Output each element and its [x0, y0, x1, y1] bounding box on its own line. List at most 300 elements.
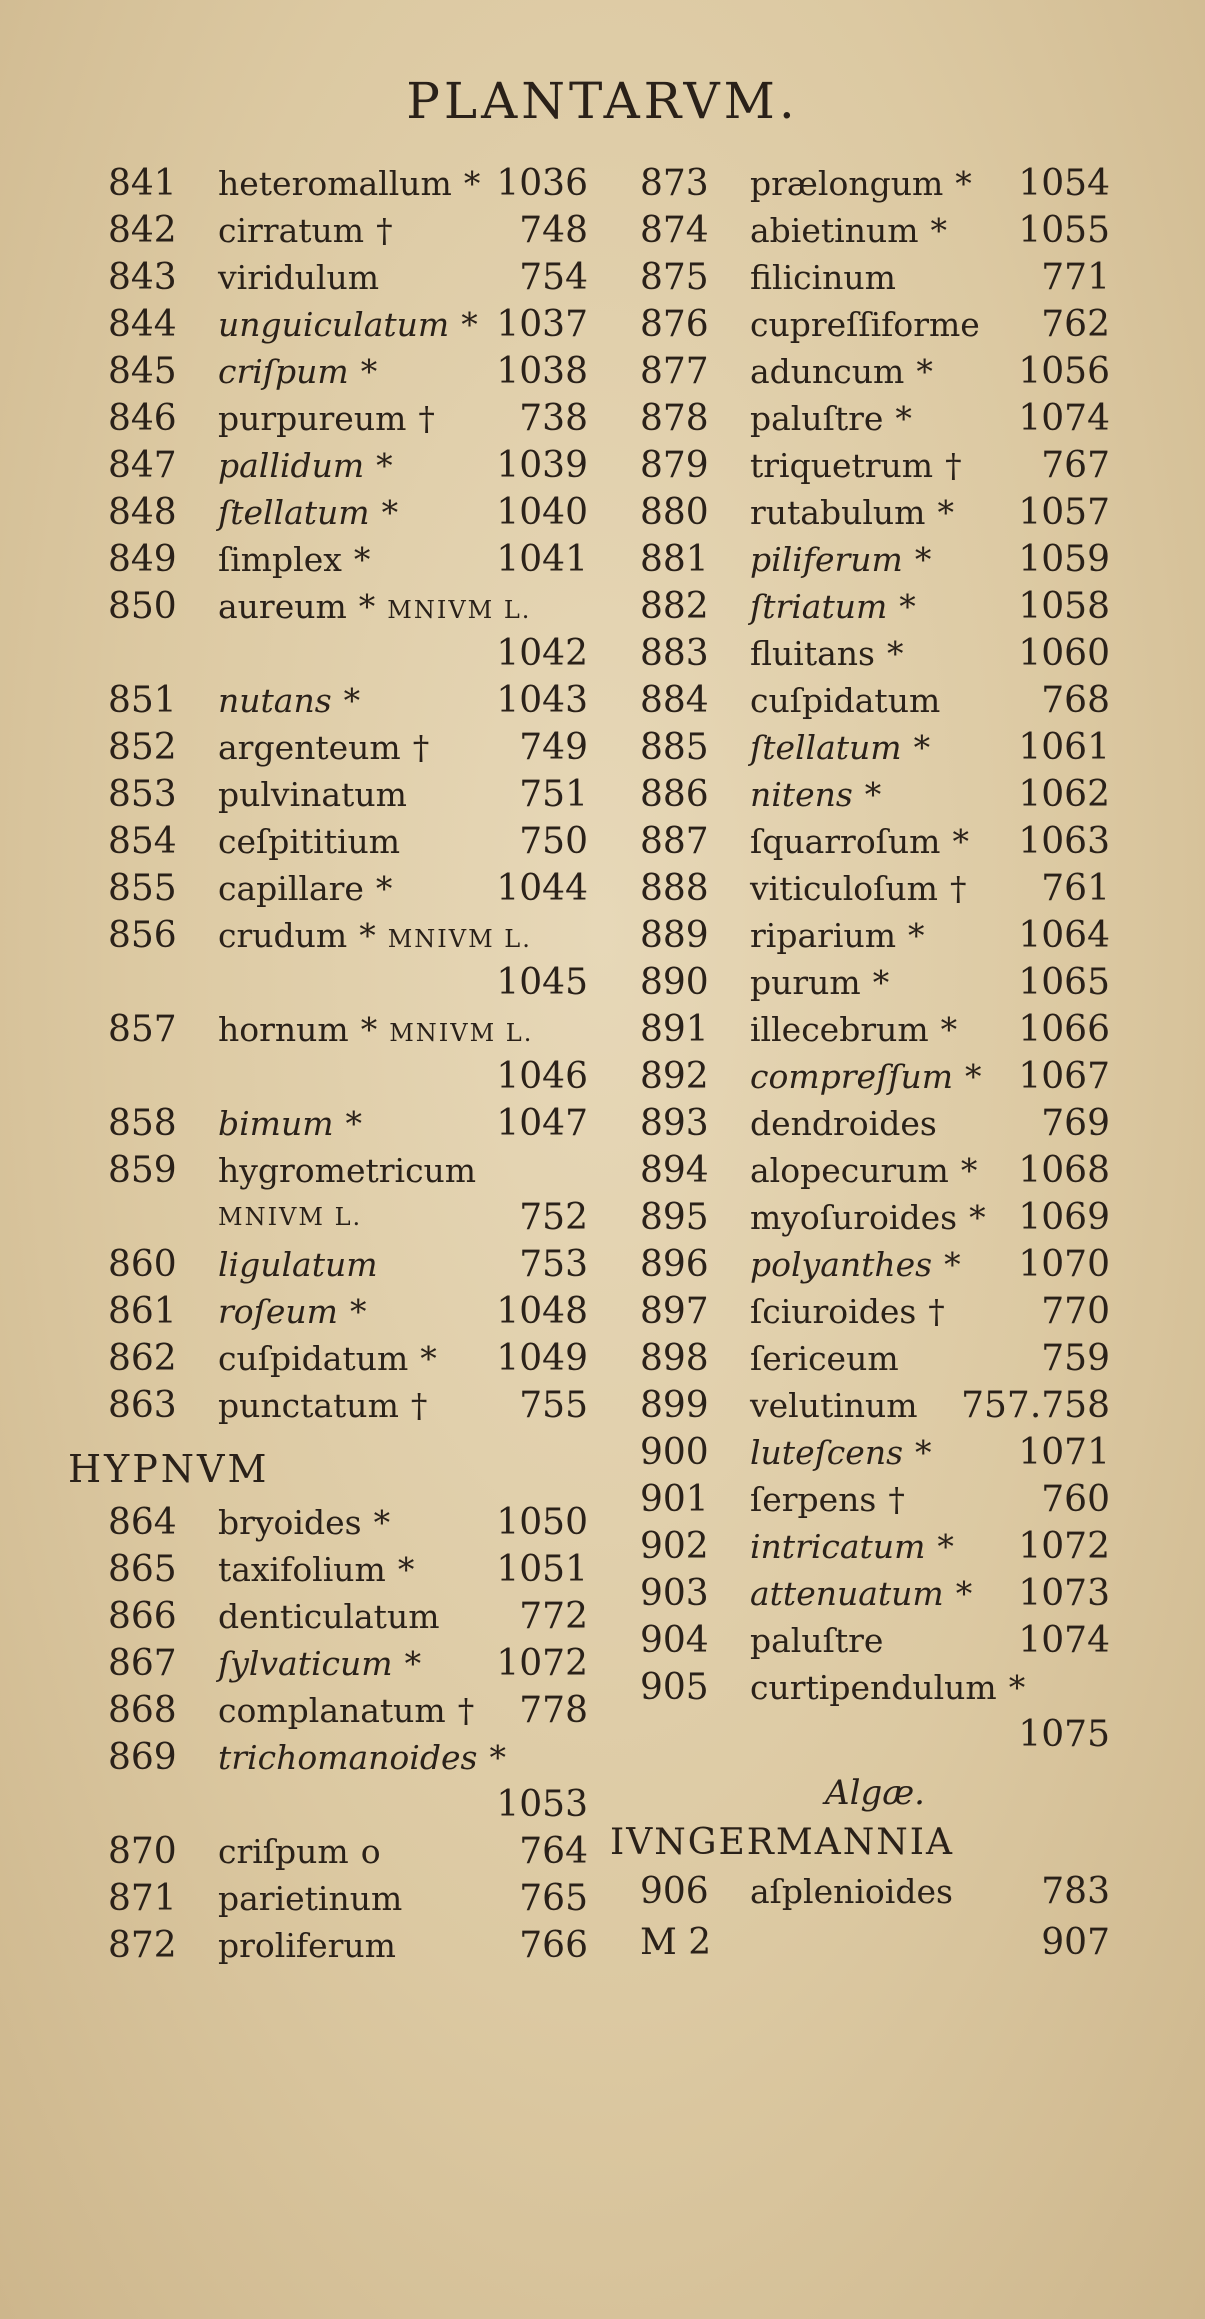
- entry-row: [640, 818, 1110, 865]
- entry-number: 847: [108, 445, 177, 486]
- entry-page-ref: 1072: [1018, 1526, 1110, 1567]
- entry-number: 841: [108, 163, 177, 204]
- entry-species-name: fluitans: [750, 634, 875, 673]
- entry-name-wrap: [218, 771, 407, 818]
- entry-page-ref: 1074: [1018, 1620, 1110, 1661]
- entry-name-wrap: [750, 395, 912, 442]
- right-column: [610, 160, 1110, 1970]
- entry-page-ref: 1044: [496, 868, 588, 909]
- entry-mark: *: [955, 164, 972, 203]
- left-column: [68, 160, 588, 1969]
- entry-species-name: ſimplex: [218, 540, 342, 579]
- entry-row: [108, 395, 588, 442]
- entry-mark: *: [463, 164, 481, 203]
- entry-species-name: aſplenioides: [750, 1872, 953, 1911]
- entry-name-wrap: [218, 1147, 476, 1194]
- entry-number: 893: [640, 1103, 709, 1144]
- entry-species-name: ſtellatum: [218, 493, 370, 532]
- entry-species-name: intricatum: [750, 1527, 926, 1566]
- entry-species-name: taxifolium: [218, 1550, 386, 1589]
- entry-mark: †: [888, 1480, 905, 1519]
- entry-page-ref: 1059: [1018, 539, 1110, 580]
- entry-number: 881: [640, 539, 709, 580]
- entry-page-ref: 1063: [1018, 821, 1110, 862]
- entry-number: 865: [108, 1549, 177, 1590]
- entry-continuation: [108, 959, 588, 1006]
- entry-page-ref: 751: [519, 774, 588, 815]
- entry-name-wrap: [218, 160, 480, 207]
- entry-row: [640, 1335, 1110, 1382]
- entry-mark: †: [949, 869, 967, 908]
- entry-row: [108, 348, 588, 395]
- entry-mark: *: [872, 963, 890, 1002]
- entry-row: [640, 489, 1110, 536]
- entry-number: 858: [108, 1103, 177, 1144]
- entry-name-wrap: [218, 1288, 366, 1335]
- entry-row: [640, 1664, 1110, 1711]
- entry-number: 861: [108, 1291, 177, 1332]
- entry-number: 843: [108, 257, 177, 298]
- entry-number: 859: [108, 1150, 177, 1191]
- entry-mark: *: [375, 869, 393, 908]
- entry-name-wrap: [218, 1922, 396, 1969]
- entry-name-wrap: [750, 489, 954, 536]
- entry-page-ref: 738: [519, 398, 588, 439]
- entry-page-ref: 1049: [496, 1338, 588, 1379]
- section-heading-jungermannia: IVNGERMANNIA: [610, 1822, 954, 1863]
- entry-row: [108, 1734, 588, 1781]
- entry-mark: *: [914, 540, 932, 579]
- entry-number: 895: [640, 1197, 709, 1238]
- entry-page-ref: 772: [519, 1596, 588, 1637]
- entry-name-wrap: [750, 442, 962, 489]
- entry-row: [640, 1194, 1110, 1241]
- entry-continuation: [108, 1194, 588, 1241]
- entry-row: [640, 771, 1110, 818]
- entry-species-name: proliferum: [218, 1926, 396, 1965]
- entry-species-name: compreſſum: [750, 1057, 954, 1096]
- entry-species-name: ſquarroſum: [750, 822, 941, 861]
- entry-mark: *: [349, 1292, 367, 1331]
- entry-name-wrap: [750, 1241, 961, 1288]
- entry-page-ref: 1051: [496, 1549, 588, 1590]
- entry-mark: *: [908, 916, 925, 955]
- entry-page-ref: 761: [1041, 868, 1110, 909]
- entry-number: 846: [108, 398, 177, 439]
- entry-number: 874: [640, 210, 709, 251]
- entry-page-ref: 765: [519, 1878, 588, 1919]
- entry-species-name: luteſcens: [750, 1433, 904, 1472]
- entry-number: 886: [640, 774, 709, 815]
- entry-number: 898: [640, 1338, 709, 1379]
- entry-row: [640, 959, 1110, 1006]
- entry-number: 900: [640, 1432, 709, 1473]
- entry-row: [108, 254, 588, 301]
- entry-number: 868: [108, 1690, 177, 1731]
- hypnum-entries: [108, 1499, 588, 1969]
- entry-species-name: pulvinatum: [218, 775, 407, 814]
- entry-mark: *: [944, 1245, 961, 1284]
- page-footer: [640, 1915, 1110, 1970]
- entry-mark: *: [969, 1198, 986, 1237]
- entry-species-name: myoſuroides: [750, 1198, 958, 1237]
- entry-number: 855: [108, 868, 177, 909]
- entry-page-ref: 783: [1041, 1871, 1110, 1912]
- signature-mark: M 2: [640, 1922, 712, 1963]
- entry-name-wrap: [218, 207, 393, 254]
- entry-name-wrap: [218, 1687, 474, 1734]
- entry-mark: *: [373, 1503, 391, 1542]
- page-header: PLANTARVM.: [406, 72, 799, 130]
- entry-mark: *: [420, 1339, 437, 1378]
- entry-species-name: attenuatum: [750, 1574, 944, 1613]
- entry-page-ref: 752: [519, 1197, 588, 1238]
- entry-number: 872: [108, 1925, 177, 1966]
- entry-species-name: abietinum: [750, 211, 919, 250]
- entry-number: 848: [108, 492, 177, 533]
- entry-name-wrap: [750, 1523, 954, 1570]
- entry-name-wrap: [750, 1053, 982, 1100]
- entry-name-wrap: [218, 254, 379, 301]
- entry-page-ref: 1036: [496, 163, 588, 204]
- entry-name-wrap: [218, 301, 478, 348]
- entry-mark: *: [381, 493, 399, 532]
- entry-number: 852: [108, 727, 177, 768]
- entry-row: [640, 677, 1110, 724]
- entry-page-ref: 778: [519, 1690, 588, 1731]
- entry-row: [108, 489, 588, 536]
- entry-genus-note: MNIVM L.: [387, 925, 532, 953]
- entry-name-wrap: [218, 1335, 437, 1382]
- entry-row: [640, 1570, 1110, 1617]
- entry-number: 856: [108, 915, 177, 956]
- entry-number: 875: [640, 257, 709, 298]
- entry-page-ref: 755: [519, 1385, 588, 1426]
- section-heading-algae: Algæ.: [825, 1773, 925, 1813]
- entry-number: 863: [108, 1385, 177, 1426]
- section-heading-hypnum: HYPNVM: [68, 1447, 270, 1491]
- entry-page-ref: 1046: [496, 1056, 588, 1097]
- entry-row: [640, 1006, 1110, 1053]
- entry-page-ref: 1072: [496, 1643, 588, 1684]
- entry-name-wrap: [218, 1875, 402, 1922]
- entry-mark: *: [864, 775, 882, 814]
- entry-number: 854: [108, 821, 177, 862]
- entry-mark: *: [895, 399, 912, 438]
- entry-page-ref: 1043: [496, 680, 588, 721]
- entry-species-name: criſpum: [218, 352, 349, 391]
- entry-name-wrap: [750, 1194, 986, 1241]
- entry-row: [108, 1640, 588, 1687]
- entry-name-wrap: [750, 1429, 932, 1476]
- entry-name-wrap: [218, 912, 532, 963]
- entry-mark: *: [937, 493, 954, 532]
- entry-page-ref: 754: [519, 257, 588, 298]
- entry-name-wrap: [750, 1476, 905, 1523]
- entry-name-wrap: [750, 1868, 953, 1915]
- entry-mark: *: [360, 352, 378, 391]
- entry-number: 902: [640, 1526, 709, 1567]
- entry-page-ref: 1047: [496, 1103, 588, 1144]
- entry-species-name: ſciuroides: [750, 1292, 917, 1331]
- entry-row: [640, 1053, 1110, 1100]
- entry-mark: *: [965, 1057, 982, 1096]
- entry-page-ref: 1048: [496, 1291, 588, 1332]
- entry-continuation: [108, 630, 588, 677]
- entry-species-name: polyanthes: [750, 1245, 933, 1284]
- entry-species-name: trichomanoides: [218, 1738, 478, 1777]
- entry-name-wrap: [750, 583, 916, 630]
- entry-species-name: riparium: [750, 916, 897, 955]
- entry-row: [640, 1868, 1110, 1915]
- entry-row: [108, 301, 588, 348]
- entry-mark: *: [345, 1104, 363, 1143]
- entry-mark: †: [410, 1386, 428, 1425]
- entry-species-name: purpureum: [218, 399, 407, 438]
- entry-page-ref: 1045: [496, 962, 588, 1003]
- entry-species-name: filicinum: [750, 258, 896, 297]
- entry-page-ref: 1067: [1018, 1056, 1110, 1097]
- entry-species-name: ſericeum: [750, 1339, 899, 1378]
- entry-species-name: piliferum: [750, 540, 903, 579]
- entry-page-ref: 1056: [1018, 351, 1110, 392]
- entry-row: [108, 724, 588, 771]
- entry-species-name: bimum: [218, 1104, 334, 1143]
- jungermannia-entries: [640, 1868, 1110, 1915]
- entry-species-name: nutans: [218, 681, 332, 720]
- entry-name-wrap: [218, 1593, 440, 1640]
- entry-row: [640, 724, 1110, 771]
- entry-number: 889: [640, 915, 709, 956]
- entry-species-name: nitens: [750, 775, 853, 814]
- entry-name-wrap: [218, 1640, 421, 1687]
- entry-name-wrap: [750, 865, 966, 912]
- entry-name-wrap: [218, 1828, 381, 1875]
- entry-name-wrap: [750, 536, 931, 583]
- entry-name-wrap: [750, 301, 980, 348]
- entry-number: 903: [640, 1573, 709, 1614]
- entry-row: [640, 630, 1110, 677]
- entry-number: 904: [640, 1620, 709, 1661]
- entry-name-wrap: [750, 1664, 1025, 1711]
- entry-mark: †: [945, 446, 962, 485]
- entry-page-ref: 1062: [1018, 774, 1110, 815]
- entry-species-name: ligulatum: [218, 1245, 378, 1284]
- entry-name-wrap: [218, 818, 400, 865]
- entry-species-name: aureum: [218, 587, 347, 626]
- entry-species-name: paluſtre: [750, 1621, 884, 1660]
- entry-name-wrap: [750, 348, 933, 395]
- entry-number: 885: [640, 727, 709, 768]
- entry-mark: *: [913, 728, 931, 767]
- entry-mark: *: [915, 1433, 932, 1472]
- entry-species-name: capillare: [218, 869, 364, 908]
- entry-page-ref: 1053: [496, 1784, 588, 1825]
- entry-name-wrap: [750, 254, 896, 301]
- entry-page-ref: 764: [519, 1831, 588, 1872]
- entry-number: 860: [108, 1244, 177, 1285]
- entry-number: 853: [108, 774, 177, 815]
- entry-species-name: hygrometricum: [218, 1151, 477, 1190]
- entry-name-wrap: [218, 1100, 362, 1147]
- entry-number: 888: [640, 868, 709, 909]
- entry-species-name: crudum: [218, 916, 348, 955]
- entry-name-wrap: [750, 1006, 957, 1053]
- entry-number: 901: [640, 1479, 709, 1520]
- entry-species-name: heteromallum: [218, 164, 452, 203]
- entry-row: [108, 1382, 588, 1429]
- entry-row: [640, 1241, 1110, 1288]
- entry-name-wrap: [750, 1617, 883, 1664]
- entry-number: 906: [640, 1871, 709, 1912]
- entry-page-ref: 1058: [1018, 586, 1110, 627]
- entry-mark: †: [457, 1691, 475, 1730]
- entry-name-wrap: [218, 1734, 506, 1781]
- entry-number: 871: [108, 1878, 177, 1919]
- entry-page-ref: 1071: [1018, 1432, 1110, 1473]
- entry-number: 870: [108, 1831, 177, 1872]
- entry-row: [108, 536, 588, 583]
- entry-species-name: denticulatum: [218, 1597, 440, 1636]
- entry-continuation: [108, 1781, 588, 1828]
- entry-species-name: hornum: [218, 1010, 349, 1049]
- entry-species-name: cupreſſiforme: [750, 305, 980, 344]
- entry-row: [108, 818, 588, 865]
- entry-page-ref: 1057: [1018, 492, 1110, 533]
- entry-species-name: complanatum: [218, 1691, 446, 1730]
- entry-species-name: dendroides: [750, 1104, 937, 1143]
- entry-row: [108, 1335, 588, 1382]
- entry-species-name: ſtriatum: [750, 587, 888, 626]
- entry-row: [108, 160, 588, 207]
- entry-name-wrap: [218, 1006, 533, 1057]
- entry-name-wrap: [218, 677, 360, 724]
- entry-page-ref: 1054: [1018, 163, 1110, 204]
- entry-page-ref: 1039: [496, 445, 588, 486]
- entry-row: [640, 1617, 1110, 1664]
- entry-species-name: viridulum: [218, 258, 380, 297]
- entry-page-ref: 750: [519, 821, 588, 862]
- entry-number: 894: [640, 1150, 709, 1191]
- entry-row: [640, 912, 1110, 959]
- entry-row: [108, 1006, 588, 1053]
- entry-species-name: aduncum: [750, 352, 905, 391]
- entry-species-name: unguiculatum: [218, 305, 450, 344]
- entry-row: [640, 1523, 1110, 1570]
- entry-row: [108, 677, 588, 724]
- entry-page-ref: 771: [1041, 257, 1110, 298]
- entry-species-name: roſeum: [218, 1292, 338, 1331]
- entry-mark: †: [376, 211, 393, 250]
- entry-row: [640, 442, 1110, 489]
- entry-number: 851: [108, 680, 177, 721]
- entry-mark: *: [353, 540, 371, 579]
- entry-number: 884: [640, 680, 709, 721]
- entry-row: [640, 865, 1110, 912]
- entry-number: 862: [108, 1338, 177, 1379]
- entry-number: 844: [108, 304, 177, 345]
- entry-page-ref: 1074: [1018, 398, 1110, 439]
- entry-species-name: alopecurum: [750, 1151, 949, 1190]
- entry-page-ref: 749: [519, 727, 588, 768]
- entry-number: 880: [640, 492, 709, 533]
- entry-row: [640, 1288, 1110, 1335]
- entry-number: 845: [108, 351, 177, 392]
- entry-number: 887: [640, 821, 709, 862]
- entry-name-wrap: [218, 1382, 427, 1429]
- entry-number: 890: [640, 962, 709, 1003]
- entry-mark: *: [360, 1010, 378, 1049]
- entry-number: 867: [108, 1643, 177, 1684]
- entry-number: 842: [108, 210, 177, 251]
- entry-row: [640, 1147, 1110, 1194]
- entry-name-wrap: [218, 1499, 390, 1546]
- entry-row: [108, 771, 588, 818]
- entry-mark: *: [960, 1151, 978, 1190]
- entry-genus-note: MNIVM L.: [218, 1203, 363, 1231]
- entry-name-wrap: [750, 959, 889, 1006]
- entry-page-ref: 1061: [1018, 727, 1110, 768]
- entry-mark: *: [886, 634, 904, 673]
- entry-row: [108, 1546, 588, 1593]
- entry-row: [640, 395, 1110, 442]
- entry-species-name: paluſtre: [750, 399, 884, 438]
- entry-row: [640, 1429, 1110, 1476]
- entry-row: [108, 1147, 588, 1194]
- entry-number: 873: [640, 163, 709, 204]
- entry-species-name: cuſpidatum: [218, 1339, 409, 1378]
- entry-row: [108, 1828, 588, 1875]
- entry-mark: *: [343, 681, 361, 720]
- entry-name-wrap: [750, 160, 972, 207]
- entry-number: 882: [640, 586, 709, 627]
- entry-row: [108, 207, 588, 254]
- entry-mark: *: [359, 916, 376, 955]
- entry-name-wrap: [218, 865, 392, 912]
- entry-name-wrap: [750, 207, 947, 254]
- entry-number: 864: [108, 1502, 177, 1543]
- entry-page-ref: 1041: [496, 539, 588, 580]
- entry-number: 892: [640, 1056, 709, 1097]
- entry-number: 897: [640, 1291, 709, 1332]
- entry-page-ref: 1066: [1018, 1009, 1110, 1050]
- entry-row: [108, 1241, 588, 1288]
- entry-species-name: ſylvaticum: [218, 1644, 393, 1683]
- entry-mark: *: [376, 446, 393, 485]
- entry-species-name: rutabulum: [750, 493, 926, 532]
- entry-mark: *: [916, 352, 933, 391]
- entry-name-wrap: [750, 1382, 918, 1429]
- entry-species-name: ſerpens: [750, 1480, 877, 1519]
- entry-name-wrap: [218, 395, 435, 442]
- entry-number: 896: [640, 1244, 709, 1285]
- entry-number: 891: [640, 1009, 709, 1050]
- entry-number: 849: [108, 539, 177, 580]
- entry-page-ref: 762: [1041, 304, 1110, 345]
- entry-row: [108, 1499, 588, 1546]
- entry-page-ref: 1055: [1018, 210, 1110, 251]
- entry-species-name: ſtellatum: [750, 728, 902, 767]
- entry-page-ref: 770: [1041, 1291, 1110, 1332]
- entry-genus-note: MNIVM L.: [389, 1019, 534, 1047]
- entry-continuation: [640, 1711, 1110, 1758]
- entry-row: [640, 1476, 1110, 1523]
- entry-species-name: criſpum: [218, 1832, 349, 1871]
- entry-name-wrap: [750, 1288, 945, 1335]
- entry-name-wrap: [750, 677, 940, 724]
- entry-mark: *: [489, 1738, 506, 1777]
- entry-mark: *: [899, 587, 916, 626]
